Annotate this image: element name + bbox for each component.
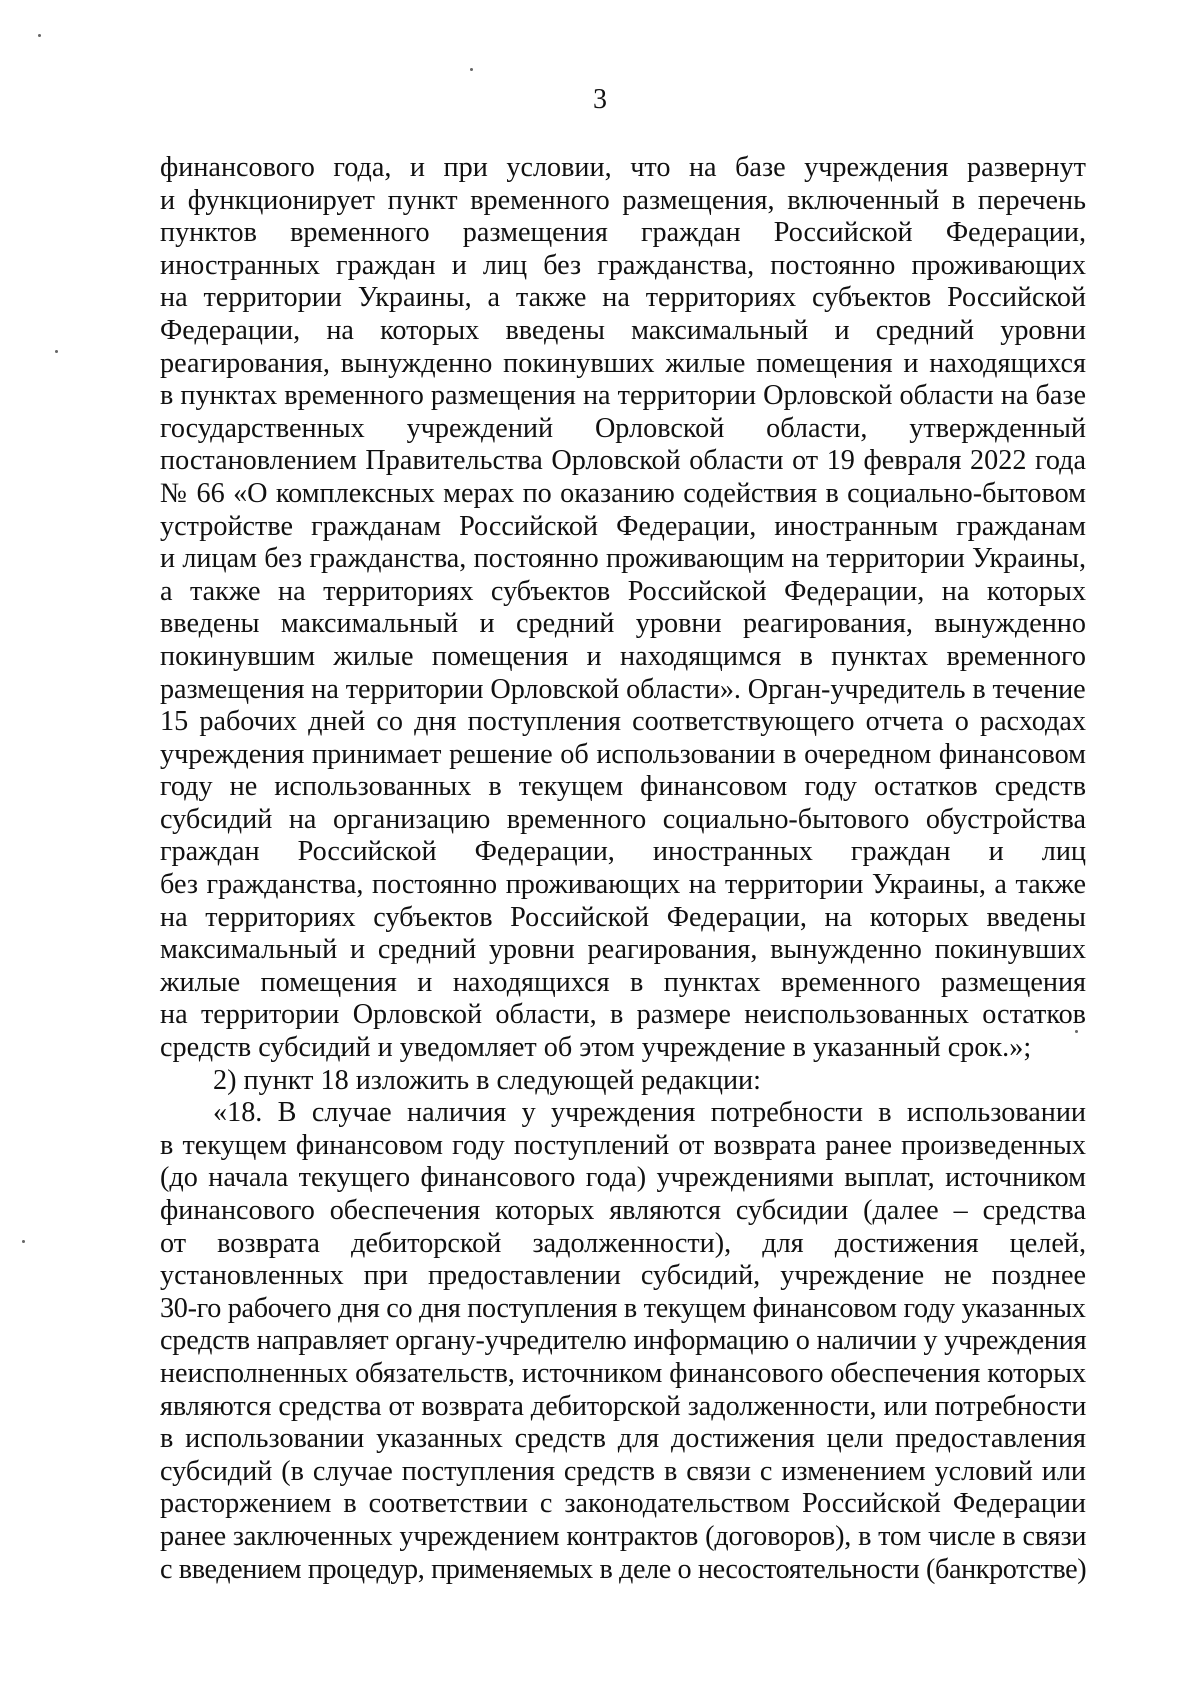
scan-speck bbox=[38, 34, 41, 37]
text-line: в использовании указанных средств для достижения цели предоставления bbox=[160, 1423, 1086, 1455]
text-line: введены максимальный и средний уровни реагирования, вынужденно bbox=[160, 608, 1086, 640]
text-line: неисполненных обязательств, источником финансового обеспечения которых bbox=[160, 1357, 1087, 1389]
text-line: субсидий на организацию временного социально-бытового обустройства bbox=[160, 803, 1086, 835]
text-line: учреждения принимает решение об использовании в очередном финансовом bbox=[160, 738, 1086, 770]
text-line: средств направляет органу-учредителю информацию о наличии у учреждения bbox=[160, 1325, 1087, 1357]
text-line: без гражданства, постоянно проживающих на территории Украины, а также bbox=[160, 869, 1086, 901]
text-line: 30-го рабочего дня со дня поступления в текущем финансовом году указанных bbox=[160, 1292, 1086, 1324]
text-line: расторжением в соответствии с законодательством Российской Федерации bbox=[160, 1488, 1086, 1520]
text-line: 2) пункт 18 изложить в следующей редакции: bbox=[213, 1064, 761, 1096]
text-line: Федерации, на которых введены максимальный и средний уровни bbox=[160, 314, 1086, 346]
scan-speck bbox=[470, 68, 473, 71]
text-line: покинувшим жилые помещения и находящимся в пунктах временного bbox=[160, 640, 1086, 672]
text-line: размещения на территории Орловской области». Орган-учредитель в течение bbox=[160, 673, 1086, 705]
scan-speck bbox=[55, 350, 58, 353]
text-line: 15 рабочих дней со дня поступления соответствующего отчета о расходах bbox=[160, 706, 1086, 738]
text-line: с введением процедур, применяемых в деле о несостоятельности (банкротстве) bbox=[160, 1553, 1087, 1585]
text-line: № 66 «О комплексных мерах по оказанию содействия в социально-бытовом bbox=[160, 477, 1086, 509]
page-number: 3 bbox=[593, 84, 607, 115]
text-line: на территориях субъектов Российской Федерации, на которых введены bbox=[160, 901, 1086, 933]
text-line: (до начала текущего финансового года) учреждениями выплат, источником bbox=[160, 1162, 1086, 1194]
text-line: иностранных граждан и лиц без гражданства, постоянно проживающих bbox=[160, 249, 1086, 281]
text-line: финансового обеспечения которых являются субсидии (далее – средства bbox=[160, 1195, 1086, 1226]
text-line: реагирования, вынужденно покинувших жилые помещения и находящихся bbox=[160, 347, 1086, 379]
document-body bbox=[160, 152, 1086, 1586]
text-line: в пунктах временного размещения на территории Орловской области на базе bbox=[160, 380, 1086, 412]
text-line: граждан Российской Федерации, иностранных граждан и лиц bbox=[160, 836, 1086, 868]
text-line: средств субсидий и уведомляет об этом учреждение в указанный срок.»; bbox=[160, 1032, 1032, 1064]
text-line: установленных при предоставлении субсидий, учреждение не позднее bbox=[160, 1260, 1086, 1292]
text-line: финансового года, и при условии, что на базе учреждения развернут bbox=[160, 152, 1086, 183]
scan-speck bbox=[22, 1240, 25, 1243]
text-line: а также на территориях субъектов Российской Федерации, на которых bbox=[160, 575, 1086, 607]
text-line: от возврата дебиторской задолженности), для достижения целей, bbox=[160, 1227, 1086, 1259]
text-line: являются средства от возврата дебиторской задолженности, или потребности bbox=[160, 1390, 1087, 1422]
text-line: на территории Орловской области, в размере неиспользованных остатков bbox=[160, 999, 1086, 1031]
text-line: году не использованных в текущем финансовом году остатков средств bbox=[160, 771, 1086, 803]
text-line: государственных учреждений Орловской области, утвержденный bbox=[160, 412, 1086, 444]
text-line: жилые помещения и находящихся в пунктах временного размещения bbox=[160, 966, 1086, 998]
text-line: пунктов временного размещения граждан Российской Федерации, bbox=[160, 217, 1086, 249]
text-line: ранее заключенных учреждением контрактов (договоров), в том числе в связи bbox=[160, 1520, 1087, 1552]
text-line: «18. В случае наличия у учреждения потребности в использовании bbox=[213, 1097, 1086, 1129]
text-line: в текущем финансовом году поступлений от возврата ранее произведенных bbox=[160, 1129, 1086, 1161]
text-line: и функционирует пункт временного размещения, включенный в перечень bbox=[160, 184, 1086, 216]
text-line: субсидий (в случае поступления средств в связи с изменением условий или bbox=[160, 1455, 1086, 1487]
text-line: максимальный и средний уровни реагирования, вынужденно покинувших bbox=[160, 934, 1086, 966]
text-line: постановлением Правительства Орловской области от 19 февраля 2022 года bbox=[160, 445, 1086, 477]
scan-speck bbox=[1075, 1030, 1078, 1033]
text-line: и лицам без гражданства, постоянно проживающим на территории Украины, bbox=[160, 543, 1086, 575]
text-line: устройстве гражданам Российской Федерации, иностранным гражданам bbox=[160, 510, 1086, 542]
text-line: на территории Украины, а также на территориях субъектов Российской bbox=[160, 282, 1086, 314]
